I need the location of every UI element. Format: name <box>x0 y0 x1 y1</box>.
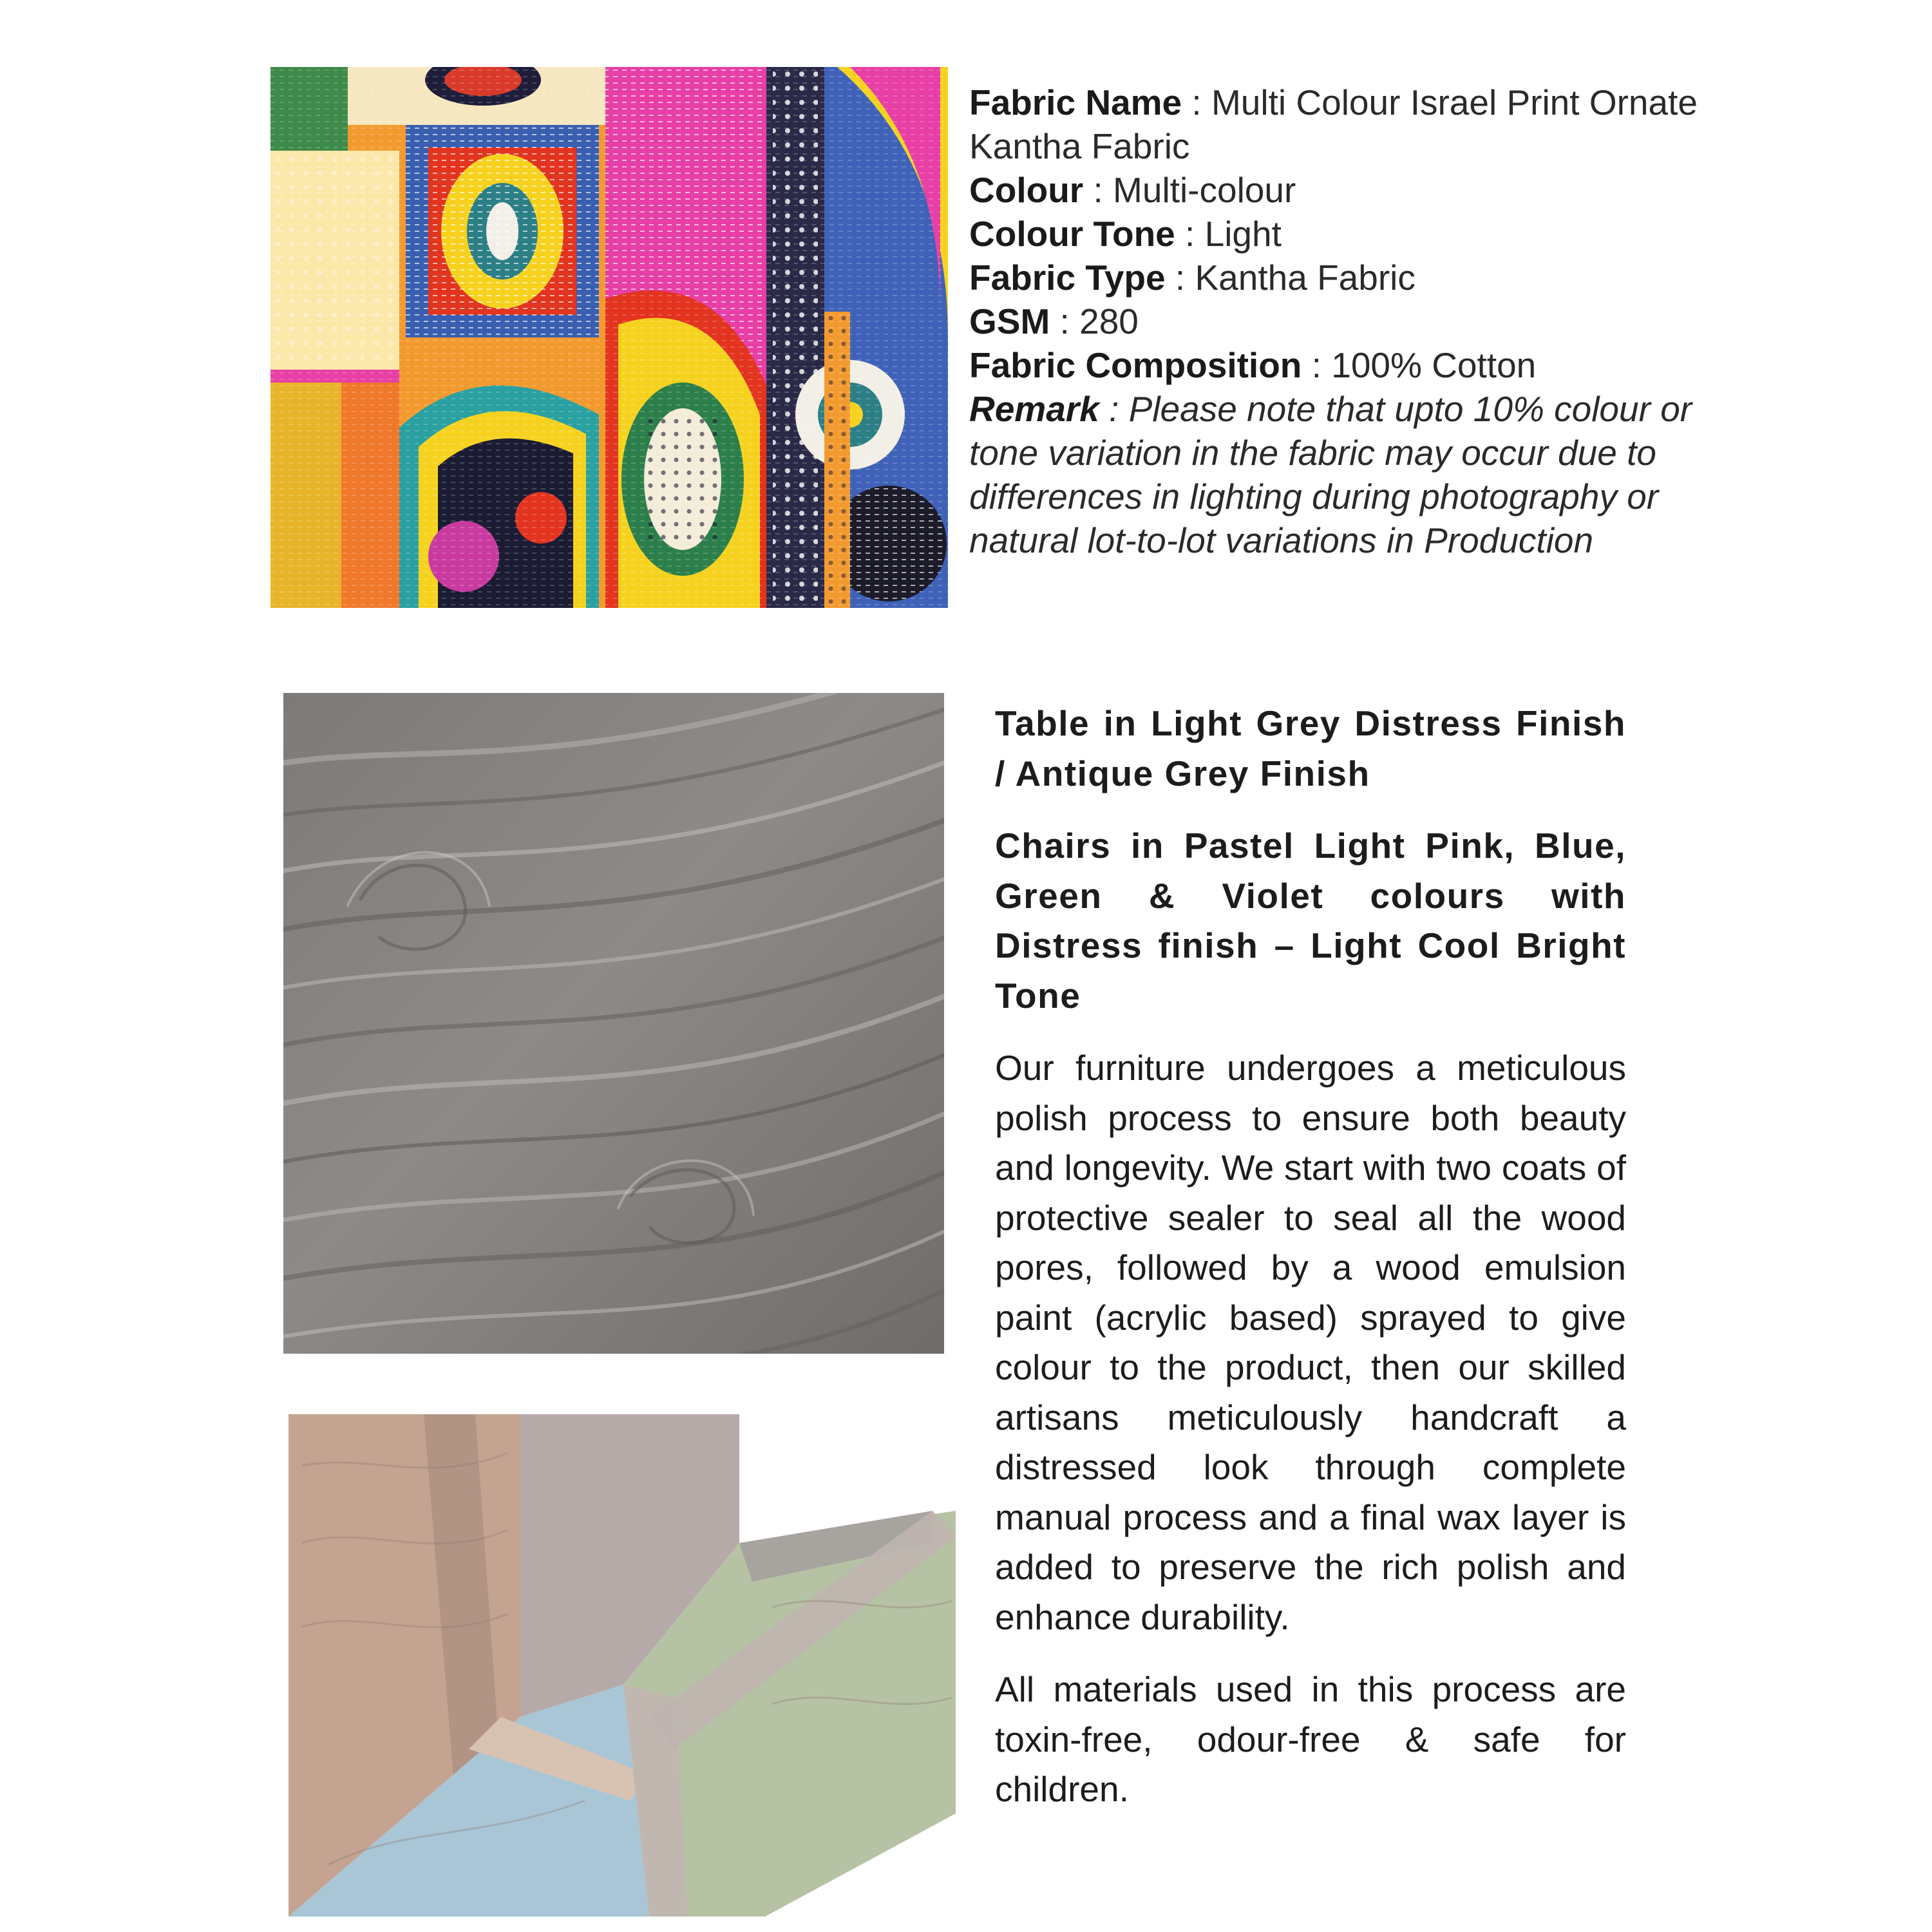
pastel-distressed-chairs-image <box>289 1414 956 1917</box>
spec-gsm: GSM : 280 <box>969 301 1139 341</box>
materials-safety-paragraph: All materials used in this process are toxin-free, odour-free & safe for children. <box>995 1669 1626 1809</box>
spec-remark: Remark : Please note that upto 10% colour or tone variation in the fabric may occur due to differences in lighting during photography or natural lot-to-lot variations in Production <box>969 389 1692 560</box>
furniture-description <box>995 699 1626 1815</box>
table-finish-heading: Table in Light Grey Distress Finish / Antique Grey Finish <box>995 703 1626 793</box>
spec-colour-tone: Colour Tone : Light <box>969 214 1282 254</box>
kantha-fabric-swatch-image <box>270 67 948 608</box>
grey-distressed-wood-image <box>283 693 944 1354</box>
spec-fabric-type: Fabric Type : Kantha Fabric <box>969 258 1416 298</box>
fabric-spec-list <box>969 80 1710 562</box>
spec-fabric-composition: Fabric Composition : 100% Cotton <box>969 345 1537 385</box>
chairs-graphic <box>289 1414 956 1917</box>
chairs-finish-heading: Chairs in Pastel Light Pink, Blue, Green & Violet colours with Distress finish – Light Cool Bright Tone <box>995 826 1626 1016</box>
spec-fabric-name: Fabric Name : Multi Colour Israel Print Ornate Kantha Fabric <box>969 82 1698 166</box>
wood-grain-graphic <box>283 693 944 1354</box>
polish-process-paragraph: Our furniture undergoes a meticulous polish process to ensure both beauty and longevity. We start with two coats of protective sealer to seal all the wood pores, followed by a wood emulsion paint (acrylic based) sprayed to give colour to the product, then our skilled artisans meticulously handcraft a distressed look through complete manual process and a final wax layer is added to preserve the rich polish and enhance durability. <box>995 1048 1626 1637</box>
fabric-pattern-graphic <box>270 67 948 608</box>
spec-colour: Colour : Multi-colour <box>969 170 1296 210</box>
